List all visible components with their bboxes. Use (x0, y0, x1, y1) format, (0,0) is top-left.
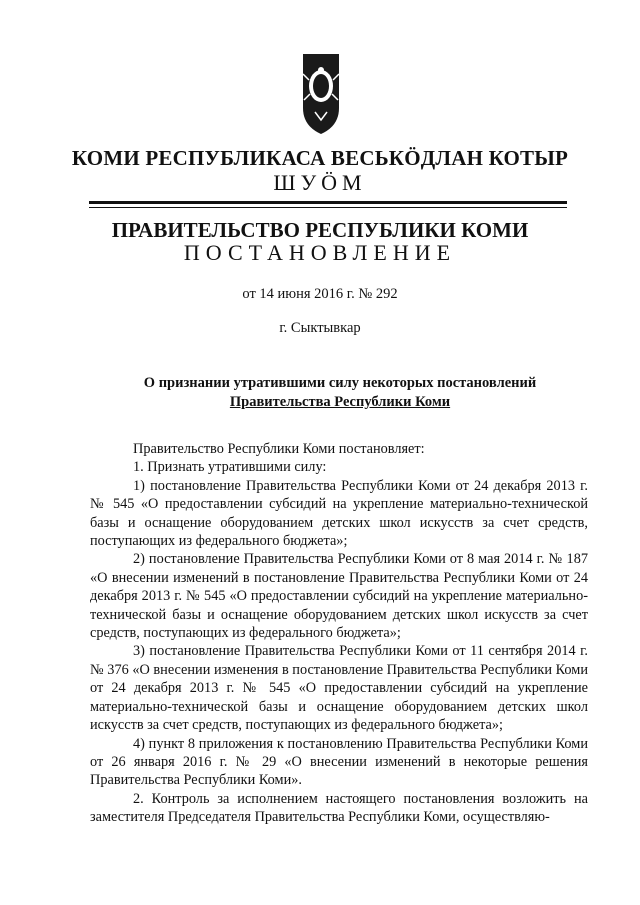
document-city: г. Сыктывкар (279, 320, 361, 336)
document-body (90, 440, 588, 827)
body-paragraph: 1) постановление Правительства Республики Коми от 24 декабря 2013 г. № 545 «О предоставлении субсидий на укрепление материально-технической базы и оснащение оборудованием детских школ искусств за счет средств, поступающих из федерального бюджета»; (90, 477, 588, 550)
document-date: от 14 июня 2016 г. № 292 (242, 286, 398, 302)
resolution-heading: ПОСТАНОВЛЕНИЕ (183, 240, 457, 265)
coat-of-arms-icon (300, 50, 342, 136)
document-title-line1: О признании утратившими силу некоторых постановлений (143, 375, 537, 391)
body-paragraph: 1. Признать утратившими силу: (133, 459, 327, 476)
body-paragraph: 2. Контроль за исполнением настоящего постановления возложить на заместителя Председателя Правительства Республики Коми, осуществляю- (90, 790, 588, 826)
body-paragraph: 4) пункт 8 приложения к постановлению Правительства Республики Коми от 26 января 2016 г. № 29 «О внесении изменений в некоторые решения Правительства Республики Коми». (90, 735, 588, 789)
komi-government-heading: КОМИ РЕСПУБЛИКАСА ВЕСЬКӦДЛАН КОТЫР (71, 146, 569, 170)
komi-resolution-heading: ШУӦМ (273, 170, 367, 195)
header-divider-thin (89, 207, 567, 208)
body-paragraph: 3) постановление Правительства Республики Коми от 11 сентября 2014 г. № 376 «О внесении изменения в постановление Правительства Республики Коми от 24 декабря 2013 г. № 545 «О предоставлении субсидий на укрепление материально-технической базы и оснащение оборудованием детских школ искусств за счет средств, поступающих из федерального бюджета»; (90, 643, 588, 734)
government-heading: ПРАВИТЕЛЬСТВО РЕСПУБЛИКИ КОМИ (111, 218, 529, 242)
body-paragraph: Правительство Республики Коми постановляет: (133, 441, 425, 457)
document-title-line2: Правительства Республики Коми (229, 394, 451, 410)
body-paragraph: 2) постановление Правительства Республики Коми от 8 мая 2014 г. № 187 «О внесении изменений в постановление Правительства Республики Коми от 24 декабря 2013 г. № 545 «О предоставлении субсидий на укрепление материально-технической базы и оснащение оборудованием детских школ искусств за счет средств, поступающих из федерального бюджета»; (90, 551, 588, 642)
header-divider-thick (89, 201, 567, 204)
